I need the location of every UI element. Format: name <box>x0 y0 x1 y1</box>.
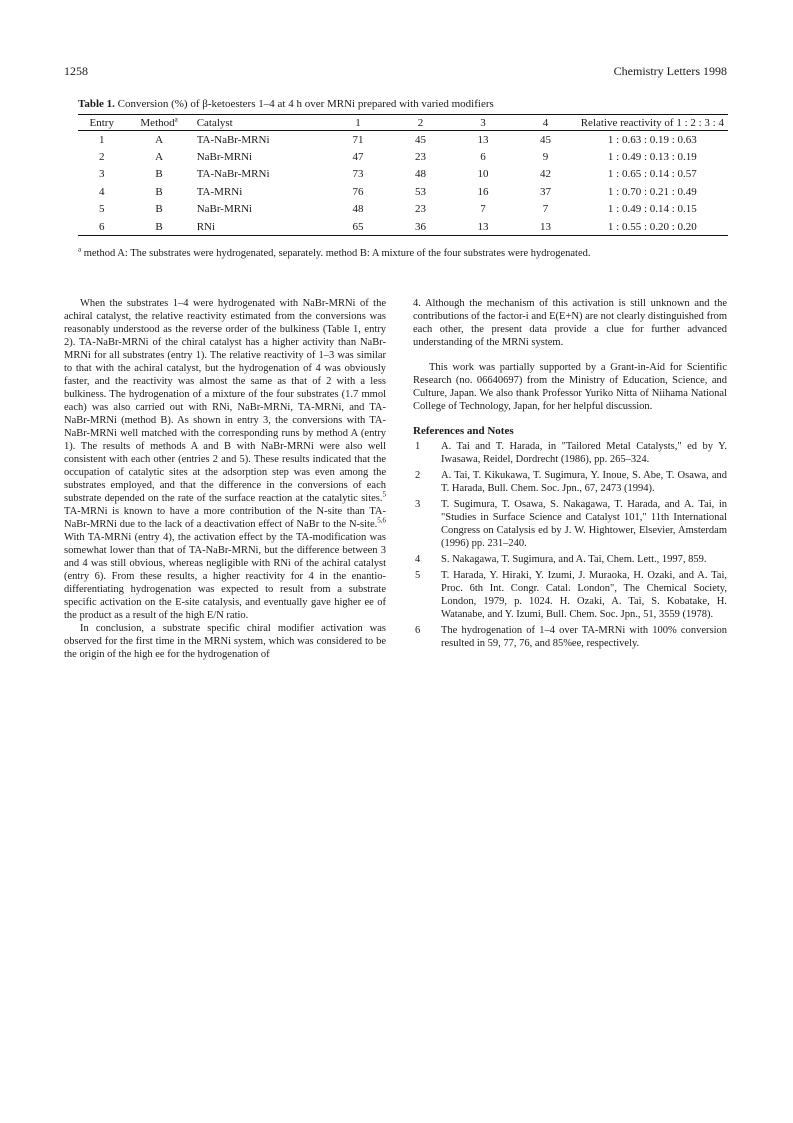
cell-relative: 1 : 0.49 : 0.14 : 0.15 <box>607 203 697 216</box>
paragraph-text: With TA-MRNi (entry 4), the activation effect by the TA-modification was somewhat lower than that of TA-NaBr-MRNi, but the difference between 3 and 4 was still obvious, whereas negligible with RNi of the achiral catalyst (entry 6). From these results, a higher reactivity for 4 in the enantio-differentiating hydrogenation was expected to result from a substrate specific activation on the E-site catalysis, and eventually gave higher ee of the product as a result of the high E/N ratio. <box>64 532 386 621</box>
cell-conv-1: 71 <box>352 133 364 146</box>
reference-item <box>413 469 727 495</box>
cell-relative: 1 : 0.49 : 0.13 : 0.19 <box>607 150 697 163</box>
reference-mark: 5 <box>382 490 386 499</box>
cell-conv-2: 23 <box>415 150 427 163</box>
header-entry: Entry <box>78 115 125 131</box>
header-method-label: Method <box>140 116 175 129</box>
header-substrate-1: 1 <box>327 115 389 131</box>
cell-entry: 6 <box>78 218 125 236</box>
reference-number: 1 <box>415 441 421 452</box>
reference-text: T. Sugimura, T. Osawa, S. Nakagawa, T. Harada, and A. Tai, in "Studies in Surface Science and Catalyst 101," 11th International Congress on Catalysis ed by J. W. Hightower, Elsevier, Amsterdam (1996) pp. 231–240. <box>441 499 727 549</box>
cell-conv-1: 76 <box>352 185 364 198</box>
table-row <box>78 148 728 166</box>
cell-conv-3: 16 <box>477 185 489 198</box>
table-caption-text: Conversion (%) of β-ketoesters 1–4 at 4 h over MRNi prepared with varied modifiers <box>117 98 494 110</box>
table-row <box>78 166 728 184</box>
cell-conv-4: 42 <box>539 168 551 181</box>
reference-number: 3 <box>415 499 421 510</box>
cell-entry: 3 <box>98 168 105 181</box>
cell-entry: 1 <box>98 133 105 146</box>
cell-conv-3: 13 <box>452 218 514 236</box>
table-row <box>78 131 728 149</box>
references-heading: References and Notes <box>413 425 514 437</box>
header-catalyst: Catalyst <box>193 115 327 131</box>
cell-entry: 4 <box>98 185 105 198</box>
cell-conv-4: 13 <box>514 218 577 236</box>
header-substrate-3: 3 <box>452 115 514 131</box>
table-caption <box>78 98 728 111</box>
cell-catalyst: TA-NaBr-MRNi <box>196 133 270 146</box>
cell-method: B <box>155 203 163 216</box>
cell-conv-1: 65 <box>327 218 389 236</box>
conversion-table <box>78 114 728 236</box>
reference-number: 6 <box>415 625 421 636</box>
cell-conv-4: 9 <box>542 150 549 163</box>
reference-item <box>413 569 727 621</box>
cell-conv-1: 73 <box>352 168 364 181</box>
cell-conv-2: 45 <box>415 133 427 146</box>
table-row <box>78 218 728 236</box>
body-paragraph-continued: 4. Although the mechanism of this activation is still unknown and the contributions of the factor-i and E(E+N) are not clearly distinguished from each other, the present data provide a clue for further advanced understanding of the MRNi system. <box>413 298 727 348</box>
reference-text: A. Tai and T. Harada, in "Tailored Metal Catalysts," ed by Y. Iwasawa, Reidel, Dordrecht (1986), pp. 265–324. <box>441 441 727 465</box>
cell-method: B <box>155 168 163 181</box>
reference-item <box>413 624 727 650</box>
reference-number: 2 <box>415 470 421 481</box>
reference-item <box>413 440 727 466</box>
cell-conv-2: 53 <box>415 185 427 198</box>
reference-mark: 5,6 <box>377 516 386 525</box>
reference-text: S. Nakagawa, T. Sugimura, and A. Tai, Chem. Lett., 1997, 859. <box>441 554 707 565</box>
cell-conv-4: 45 <box>539 133 551 146</box>
cell-catalyst: RNi <box>193 218 327 236</box>
cell-conv-3: 7 <box>480 203 486 216</box>
table-row <box>78 201 728 219</box>
cell-catalyst: TA-NaBr-MRNi <box>196 168 270 181</box>
body-paragraph <box>64 297 386 622</box>
table-footnote <box>78 245 728 260</box>
cell-conv-1: 48 <box>352 203 364 216</box>
paragraph-text: When the substrates 1–4 were hydrogenated with NaBr-MRNi of the achiral catalyst, the relative reactivity estimated from the conversions was reasonably understood as the reverse order of the bulkiness (Table 1, entry 2). TA-NaBr-MRNi of the chiral catalyst has a higher activity than NaBr-MRNi for all substrates (entry 1). The relative reactivity of 1–3 was similar to that with the achiral catalyst, but the hydrogenation of 4 was obviously faster, and the reactivity was almost the same as that of 2 with a less bulkiness. The hydrogenation of a mixture of the four substrates (1.7 mmol each) was also carried out with RNi, NaBr-MRNi, TA-MRNi, and TA-NaBr-MRNi (method B). As shown in entry 3, the conversions with TA-NaBr-MRNi well matched with the corresponding runs by method A (entry 1). The results of methods A and B with NaBr-MRNi were also well consistent with each other (entries 2 and 5). These results indicated that the occupation of catalytic sites at the adsorption step was even among the substrates employed, and that the difference in the conversions of each substrate depended on the rate of the surface reaction at the catalytic sites. <box>64 298 386 504</box>
table-footnote-text: method A: The substrates were hydrogenated, separately. method B: A mixture of the four substrates were hydrogenated. <box>83 248 591 259</box>
paragraph-text: TA-MRNi is known to have a more contribution of the N-site than TA-NaBr-MRNi due to the lack of a deactivation effect of NaBr to the N-site. <box>64 506 386 530</box>
cell-method: B <box>125 218 192 236</box>
reference-number: 4 <box>415 554 421 565</box>
page-number: 1258 <box>64 64 88 78</box>
cell-catalyst: TA-MRNi <box>196 185 243 198</box>
cell-conv-2: 23 <box>415 203 427 216</box>
cell-conv-4: 7 <box>542 203 549 216</box>
reference-text: The hydrogenation of 1–4 over TA-MRNi with 100% conversion resulted in 59, 77, 76, and 85%ee, respectively. <box>441 625 727 649</box>
cell-conv-3: 13 <box>477 133 489 146</box>
cell-method: A <box>155 150 164 163</box>
cell-catalyst: NaBr-MRNi <box>196 203 253 216</box>
cell-relative: 1 : 0.63 : 0.19 : 0.63 <box>607 133 697 146</box>
table-header-row <box>78 115 728 131</box>
header-relative-reactivity: Relative reactivity of 1 : 2 : 3 : 4 <box>577 115 728 131</box>
cell-conv-2: 48 <box>415 168 427 181</box>
header-method-footnote-mark: a <box>174 114 178 123</box>
table-row <box>78 183 728 201</box>
header-substrate-4: 4 <box>514 115 577 131</box>
reference-number: 5 <box>415 570 421 581</box>
reference-text: A. Tai, T. Kikukawa, T. Sugimura, Y. Inoue, S. Abe, T. Osawa, and T. Harada, Bull. Chem. Soc. Jpn., 67, 2473 (1994). <box>441 470 727 494</box>
cell-entry: 5 <box>98 203 105 216</box>
acknowledgment: This work was partially supported by a Grant-in-Aid for Scientific Research (no. 06640697) from the Ministry of Education, Science, and Culture, Japan. We also thank Professor Yuriko Nitta of Niihama National College of Technology, Japan, for her helpful discussion. <box>413 362 727 412</box>
journal-name: Chemistry Letters 1998 <box>613 64 727 78</box>
cell-entry: 2 <box>98 150 105 163</box>
page-header <box>64 64 727 80</box>
table-footnote-mark: a <box>78 245 82 254</box>
cell-method: A <box>155 133 164 146</box>
reference-text: T. Harada, Y. Hiraki, Y. Izumi, J. Muraoka, H. Ozaki, and A. Tai, Proc. 6th Int. Congr. Catal. London", The Chemical Society, London, 1979, p. 1024. H. Ozaki, A. Tai, S. Kobatake, H. Watanabe, and Y. Izumi, Bull. Chem. Soc. Jpn., 51, 3559 (1978). <box>441 570 727 620</box>
left-column <box>64 297 386 661</box>
reference-item <box>413 553 727 566</box>
cell-relative: 1 : 0.70 : 0.21 : 0.49 <box>607 185 697 198</box>
table-label: Table 1. <box>78 98 115 110</box>
cell-conv-3: 10 <box>477 168 489 181</box>
header-substrate-2: 2 <box>389 115 451 131</box>
cell-conv-3: 6 <box>480 150 486 163</box>
cell-catalyst: NaBr-MRNi <box>196 150 253 163</box>
right-column <box>413 297 727 653</box>
cell-relative: 1 : 0.65 : 0.14 : 0.57 <box>607 168 697 181</box>
cell-conv-2: 36 <box>389 218 451 236</box>
reference-item <box>413 498 727 550</box>
header-method <box>125 115 192 131</box>
cell-method: B <box>155 185 163 198</box>
cell-conv-1: 47 <box>352 150 364 163</box>
cell-conv-4: 37 <box>539 185 551 198</box>
cell-relative: 1 : 0.55 : 0.20 : 0.20 <box>577 218 728 236</box>
body-paragraph: In conclusion, a substrate specific chiral modifier activation was observed for the first time in the MRNi system, which was considered to be the origin of the high ee for the hydrogenation of <box>64 623 386 660</box>
